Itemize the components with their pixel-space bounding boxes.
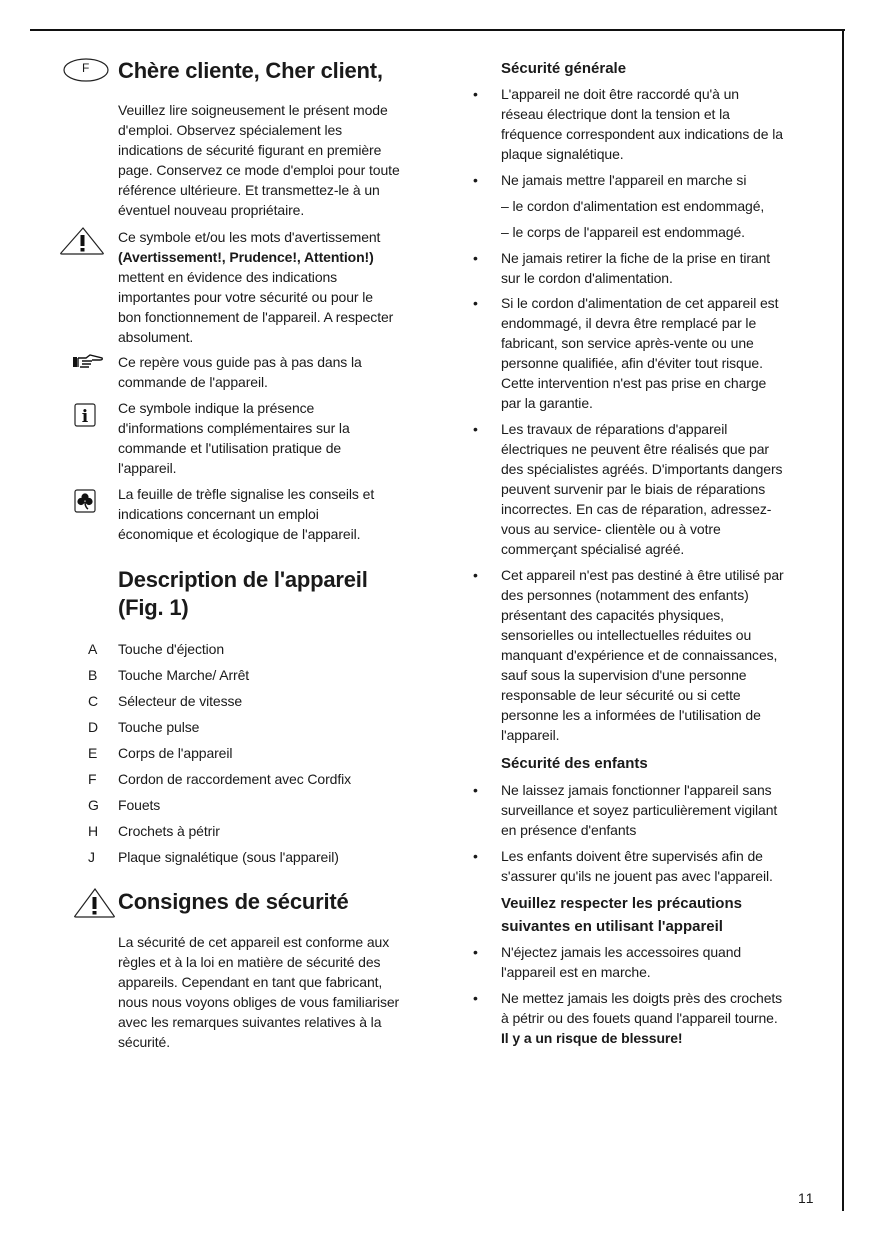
text-line: sensorielles ou intellectuelles réduites ou: [501, 627, 752, 643]
text-line: manquant d'expérience et de connaissances,: [501, 647, 778, 663]
part-letter: C: [88, 693, 99, 709]
text-line: Ce symbole indique la présence: [118, 400, 315, 416]
symbol-info-text: [118, 398, 350, 478]
text-line: Cet appareil n'est pas destiné à être utilisé par: [501, 567, 784, 583]
text-line: des personnes (notamment des enfants): [501, 587, 749, 603]
bullet-icon: •: [473, 848, 478, 864]
text-line: éventuel nouveau propriétaire.: [118, 202, 305, 218]
safety-bullet: [473, 84, 783, 164]
text-line: référence ultérieure. Et transmettez-le à un: [118, 182, 380, 198]
part-label: Cordon de raccordement avec Cordfix: [118, 771, 352, 787]
text-line: personne qualifiée, afin d'éviter tout risque.: [501, 355, 763, 371]
safety-bullet: [473, 170, 747, 190]
text-line: sauf sous la supervision d'une personne: [501, 667, 747, 683]
clover-icon: [74, 489, 96, 513]
parts-list-item: [88, 691, 351, 717]
part-label: Crochets à pétrir: [118, 823, 220, 839]
text-line: peuvent survenir par le biais de réparations: [501, 481, 766, 497]
bullet-icon: •: [473, 86, 478, 102]
bullet-icon: •: [473, 172, 478, 188]
part-label: Corps de l'appareil: [118, 745, 233, 761]
text-line: sur le cordon d'alimentation.: [501, 270, 673, 286]
text-line: présentant des capacités physiques,: [501, 607, 724, 623]
bullet-icon: •: [473, 782, 478, 798]
intro-paragraph: [118, 100, 400, 220]
text-line: s'assurer qu'ils ne jouent pas avec l'appareil.: [501, 868, 773, 884]
text-line: endommagé, il devra être remplacé par le: [501, 315, 757, 331]
safety-bullet: [473, 565, 784, 745]
safety-bullet: [473, 846, 773, 886]
text-line: d'informations complémentaires sur la: [118, 420, 350, 436]
text-line: Ne jamais retirer la fiche de la prise en tirant: [501, 250, 771, 266]
bullet-icon: •: [473, 250, 478, 266]
safety-bullet: [473, 988, 783, 1028]
text-line: Ce symbole et/ou les mots d'avertissement: [118, 229, 381, 245]
pointing-hand-icon: [72, 354, 104, 370]
text-line: l'appareil.: [501, 727, 560, 743]
text-line: réseau électrique dont la tension et la: [501, 106, 730, 122]
text-line: incorrectes. En cas de réparation, adressez-: [501, 501, 772, 517]
part-letter: B: [88, 667, 98, 683]
title-line: (Fig. 1): [118, 595, 189, 620]
parts-list: [88, 639, 352, 873]
general-safety-heading: Sécurité générale: [501, 60, 627, 77]
text-line: suivantes en utilisant l'appareil: [501, 918, 723, 935]
text-line: fréquence correspondent aux indications de la: [501, 126, 783, 142]
text-line: Il y a un risque de blessure!: [501, 1030, 683, 1046]
info-icon: [74, 403, 96, 427]
text-line: Si le cordon d'alimentation de cet appareil est: [501, 295, 779, 311]
text-line: plaque signalétique.: [501, 146, 624, 162]
part-label: Touche d'éjection: [118, 641, 225, 657]
text-line: absolument.: [118, 329, 194, 345]
sub-item: [501, 222, 745, 242]
parts-list-item: [88, 717, 351, 743]
part-label: Sélecteur de vitesse: [118, 693, 243, 709]
part-letter: A: [88, 641, 98, 657]
parts-list-item: [88, 821, 351, 847]
text-line: appareils. Cependant en tant que fabricant,: [118, 974, 383, 990]
text-line: commerçant spécialisé agréé.: [501, 541, 685, 557]
warning-triangle-icon: [72, 887, 116, 919]
text-line: économique et écologique de l'appareil.: [118, 526, 361, 542]
text-line: électriques ne peuvent être réalisés que par: [501, 441, 769, 457]
text-line: Sécurité des enfants: [501, 755, 648, 772]
text-line: surveillance et soyez particulièrement vigilant: [501, 802, 778, 818]
text-line: Les enfants doivent être supervisés afin de: [501, 848, 763, 864]
text-line: en présence d'enfants: [501, 822, 637, 838]
part-letter: G: [88, 797, 99, 813]
text-line: Les travaux de réparations d'appareil: [501, 421, 728, 437]
text-line: règles et à la loi en matière de sécurité des: [118, 954, 381, 970]
bullet-icon: •: [473, 944, 478, 960]
parts-list-item: [88, 847, 351, 873]
part-label: Touche pulse: [118, 719, 200, 735]
parts-list-item: [88, 795, 351, 821]
intro-title: Chère cliente, Cher client,: [118, 58, 383, 83]
bullet-icon: •: [473, 421, 478, 437]
text-line: mettent en évidence des indications: [118, 269, 338, 285]
text-line: l'appareil est en marche.: [501, 964, 651, 980]
text-line: Ce repère vous guide pas à pas dans la: [118, 354, 362, 370]
injury-warning: [501, 1028, 683, 1048]
text-line: page. Conservez ce mode d'emploi pour toute: [118, 162, 400, 178]
safety-bullet: [473, 248, 771, 288]
parts-list-item: [88, 743, 351, 769]
sub-item: [501, 196, 764, 216]
warning-triangle-icon: [58, 226, 106, 256]
part-label: Fouets: [118, 797, 161, 813]
text-line: fabricant, son service après-vente ou une: [501, 335, 754, 351]
symbol-clover-text: [118, 484, 374, 544]
parts-list-item: [88, 665, 351, 691]
language-badge: F: [82, 61, 90, 75]
parts-list-item: [88, 639, 351, 665]
text-line: Veuillez lire soigneusement le présent mode: [118, 102, 388, 118]
text-line: à pétrir ou des fouets quand l'appareil tourne.: [501, 1010, 778, 1026]
text-line: commande de l'appareil.: [118, 374, 268, 390]
text-line: nous nous voyons obliges de vous familiariser: [118, 994, 400, 1010]
children-safety-heading: [501, 752, 648, 775]
part-letter: H: [88, 823, 99, 839]
part-letter: F: [88, 771, 97, 787]
bullet-icon: •: [473, 295, 478, 311]
bullet-icon: •: [473, 990, 478, 1006]
text-line: indications concernant un emploi: [118, 506, 319, 522]
description-title: [118, 566, 368, 622]
text-line: commande et l'utilisation pratique de: [118, 440, 342, 456]
text-line: par la garantie.: [501, 395, 593, 411]
safety-bullet: [473, 780, 778, 840]
safety-bullet: [473, 293, 779, 413]
part-label: Plaque signalétique (sous l'appareil): [118, 849, 339, 865]
text-line: Cette intervention n'est pas prise en charge: [501, 375, 767, 391]
symbol-hand-text: [118, 352, 362, 392]
text-line: importantes pour votre sécurité ou pour le: [118, 289, 373, 305]
text-line: responsable de leur sécurité ou si cette: [501, 687, 741, 703]
text-line: indications de sécurité figurant en première: [118, 142, 382, 158]
svg-text:i: i: [81, 407, 89, 427]
text-line: bon fonctionnement de l'appareil. A respecter: [118, 309, 394, 325]
text-line: La sécurité de cet appareil est conforme aux: [118, 934, 390, 950]
text-line: N'éjectez jamais les accessoires quand: [501, 944, 742, 960]
text-line: – le corps de l'appareil est endommagé.: [501, 224, 745, 240]
consignes-title: Consignes de sécurité: [118, 889, 349, 914]
text-line: L'appareil ne doit être raccordé qu'à un: [501, 86, 739, 102]
part-letter: J: [88, 849, 95, 865]
text-line: Ne laissez jamais fonctionner l'appareil sans: [501, 782, 772, 798]
text-line: l'appareil.: [118, 460, 177, 476]
text-line: vous au service- clientèle ou à votre: [501, 521, 721, 537]
safety-bullet: [473, 942, 742, 982]
text-line: Veuillez respecter les précautions: [501, 895, 742, 912]
text-line: (Avertissement!, Prudence!, Attention!): [118, 249, 374, 265]
text-line: d'emploi. Observez spécialement les: [118, 122, 343, 138]
text-line: La feuille de trèfle signalise les conseils et: [118, 486, 375, 502]
bullet-icon: •: [473, 567, 478, 583]
text-line: – le cordon d'alimentation est endommagé,: [501, 198, 765, 214]
consignes-paragraph: [118, 932, 399, 1052]
text-line: Ne jamais mettre l'appareil en marche si: [501, 172, 747, 188]
title-line: Description de l'appareil: [118, 567, 368, 592]
text-line: des spécialistes agréés. D'importants dangers: [501, 461, 783, 477]
text-line: avec les remarques suivantes relatives à la: [118, 1014, 382, 1030]
page-frame-right-rule: [842, 29, 844, 1211]
parts-list-item: [88, 769, 352, 795]
part-letter: E: [88, 745, 98, 761]
part-label: Touche Marche/ Arrêt: [118, 667, 250, 683]
symbol-warning-text: [118, 227, 393, 347]
text-line: personne les a informées de l'utilisation de: [501, 707, 761, 723]
page-number: 11: [798, 1190, 815, 1206]
safety-bullet: [473, 419, 783, 559]
text-line: Ne mettez jamais les doigts près des crochets: [501, 990, 783, 1006]
usage-heading: [501, 892, 742, 938]
part-letter: D: [88, 719, 99, 735]
page-frame-top-rule: [30, 29, 845, 31]
text-line: sécurité.: [118, 1034, 171, 1050]
